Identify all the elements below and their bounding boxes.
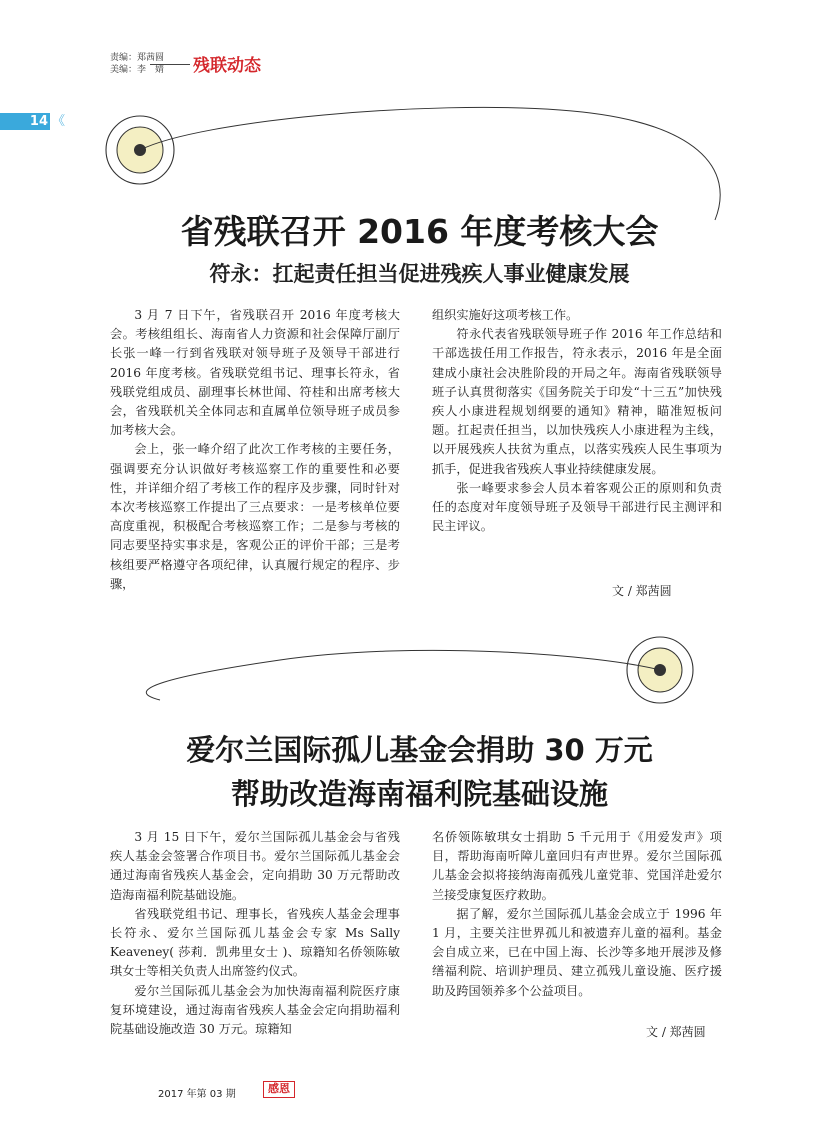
paragraph: 3 月 15 日下午，爱尔兰国际孤儿基金会与省残疾人基金会签署合作项目书。爱尔兰国际孤儿基金会通过海南省残疾人基金会，定向捐助 30 万元帮助改造海南福利院基础设施。 xyxy=(110,830,400,902)
page-arrows-icon: 《 xyxy=(52,114,66,129)
article2-byline: 文 / 郑茜圆 xyxy=(646,1025,706,1039)
article2-title-line1: 爱尔兰国际孤儿基金会捐助 30 万元 xyxy=(186,733,653,767)
article1-subtitle: 符永：扛起责任担当促进残疾人事业健康发展 xyxy=(209,261,630,286)
article2-right-column xyxy=(432,828,722,1001)
article2-title-line2: 帮助改造海南福利院基础设施 xyxy=(230,777,608,811)
paragraph: 会上，张一峰介绍了此次工作考核的主要任务，强调要充分认识做好考核巡察工作的重要性和必要性，并详细介绍了考核工作的程序及步骤，同时针对本次考核巡察工作提出了三点要求：一是考核单位要高度重视，积极配合考核巡察工作；二是参与考核的同志要坚持实事求是，客观公正的评价干部；三是考核组要严格遵守各项纪律，认真履行规定的程序、步骤， xyxy=(110,442,400,591)
paragraph: 据了解，爱尔兰国际孤儿基金会成立于 1996 年 1 月，主要关注世界孤儿和被遗弃儿童的福利。基金会自成立来，已在中国上海、长沙等多地开展涉及修缮福利院、培训护理员、建立孤残儿童设施、医疗援助及跨国领养多个公益项目。 xyxy=(432,906,722,998)
paragraph: 省残联党组书记、理事长，省残疾人基金会理事长符永、爱尔兰国际孤儿基金会专家 Ms Sally Keaveney( 莎莉．凯弗里女士 )、琼籍知名侨领陈敏琪女士等相关负责人出席签约仪式。 xyxy=(110,906,400,979)
editor-line: 责编：郑茜圆 xyxy=(110,53,165,63)
article2-left-column xyxy=(110,828,400,1039)
article1-left-column xyxy=(110,306,400,594)
paragraph: 爱尔兰国际孤儿基金会为加快海南福利院医疗康复环境建设，通过海南省残疾人基金会定向捐助福利院基础设施改造 30 万元。琼籍知 xyxy=(110,983,400,1037)
paragraph: 名侨领陈敏琪女士捐助 5 千元用于《用爱发声》项目，帮助海南听障儿童回归有声世界。爱尔兰国际孤儿基金会拟将接纳海南孤残儿童党菲、党国洋赴爱尔兰接受康复医疗救助。 xyxy=(432,830,722,902)
paragraph: 符永代表省残联领导班子作 2016 年工作总结和干部选拔任用工作报告，符永表示，2016 年是全面建成小康社会决胜阶段的开局之年。海南省残联领导班子认真贯彻落实《国务院关于印发“十三五”加快残疾人小康进程规划纲要的通知》精神，瞄准短板问题。扛起责任担当，以加快残疾人小康进程为主线，以开展残疾人扶贫为重点，以落实残疾人民生事项为抓手，促进我省残疾人事业持续健康发展。 xyxy=(432,327,722,476)
paragraph: 组织实施好这项考核工作。 xyxy=(432,308,579,322)
article1-right-column xyxy=(432,306,722,536)
article1-title: 省残联召开 2016 年度考核大会 xyxy=(180,212,659,251)
footer-issue: 2017 年第 03 期 xyxy=(158,1089,236,1100)
paragraph: 3 月 7 日下午，省残联召开 2016 年度考核大会。考核组组长、海南省人力资源和社会保障厅副厅长张一峰一行到省残联对领导班子及领导干部进行 2016 年度考核。省残联党组书记、理事长符永，省残联党组成员、副理事长林世闻、符桂和出席考核大会，省残联机关全体同志和直属单位领导班子成员参加考核大会。 xyxy=(110,308,400,438)
article1-byline: 文 / 郑茜圆 xyxy=(612,584,672,598)
paragraph: 张一峰要求参会人员本着客观公正的原则和负责任的态度对年度领导班子及领导干部进行民主测评和民主评议。 xyxy=(432,480,722,534)
magazine-logo: 感恩 xyxy=(263,1081,295,1098)
art-editor-line: 美编：李 婧 xyxy=(110,65,165,75)
page-number-tab: 14 xyxy=(0,113,50,130)
section-label: 残联动态 xyxy=(193,56,261,76)
